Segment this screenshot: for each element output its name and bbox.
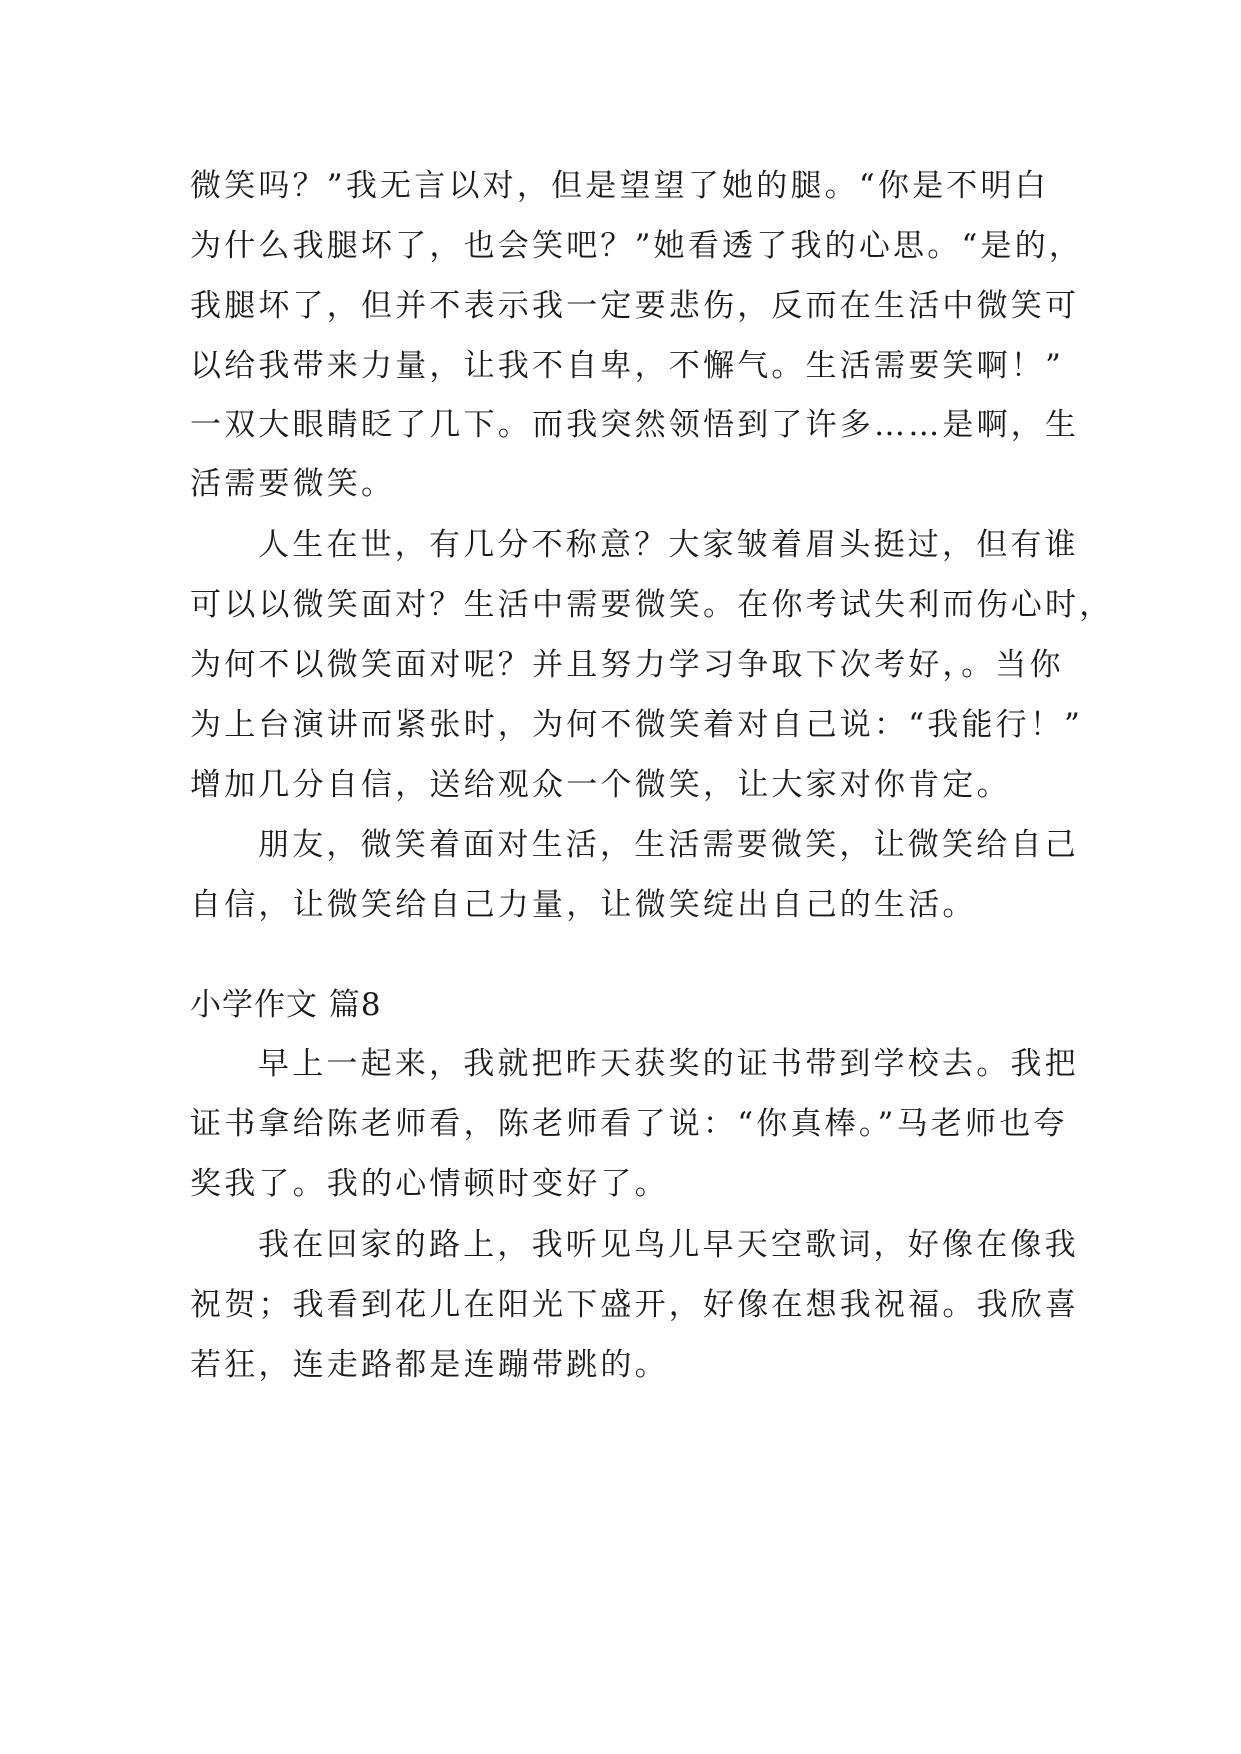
text-line: 若狂，连走路都是连蹦带跳的。 [190,1347,669,1383]
text-line: 以给我带来力量，让我不自卑，不懈气。生活需要笑啊！” [190,348,1065,384]
text-line: 奖我了。我的心情顿时变好了。 [190,1166,669,1202]
text-line: 一双大眼睛眨了几下。而我突然领悟到了许多……是啊，生 [190,407,1080,443]
text-line: 为何不以微笑面对呢？并且努力学习争取下次考好，。当你 [190,647,1064,683]
text-line: 朋友，微笑着面对生活，生活需要微笑，让微笑给自己 [258,827,1079,863]
text-line: 增加几分自信，送给观众一个微笑，让大家对你肯定。 [190,767,1011,803]
text-line: 活需要微笑。 [190,466,396,502]
text-line: 早上一起来，我就把昨天获奖的证书带到学校去。我把 [258,1046,1079,1082]
text-line: 证书拿给陈老师看，陈老师看了说：“你真棒。”马老师也夸 [190,1106,1068,1142]
section-heading: 小学作文 篇8 [190,987,382,1023]
text-line: 为上台演讲而紧张时，为何不微笑着对自己说：“我能行！” [190,707,1084,743]
text-line: 人生在世，有几分不称意？大家皱着眉头挺过，但有谁 [258,527,1079,563]
text-line: 我在回家的路上，我听见鸟儿早天空歌词，好像在像我 [258,1227,1079,1263]
text-line: 微笑吗？”我无言以对，但是望望了她的腿。“你是不明白 [190,168,1049,204]
text-line: 自信，让微笑给自己力量，让微笑绽出自己的生活。 [190,887,977,923]
text-line: 可以以微笑面对？生活中需要微笑。在你考试失利而伤心时， [190,587,1114,623]
text-line: 祝贺；我看到花儿在阳光下盛开，好像在想我祝福。我欣喜 [190,1287,1080,1323]
text-line: 为什么我腿坏了，也会笑吧？”她看透了我的心思。“是的， [190,228,1084,264]
text-line: 我腿坏了，但并不表示我一定要悲伤，反而在生活中微笑可 [190,288,1080,324]
